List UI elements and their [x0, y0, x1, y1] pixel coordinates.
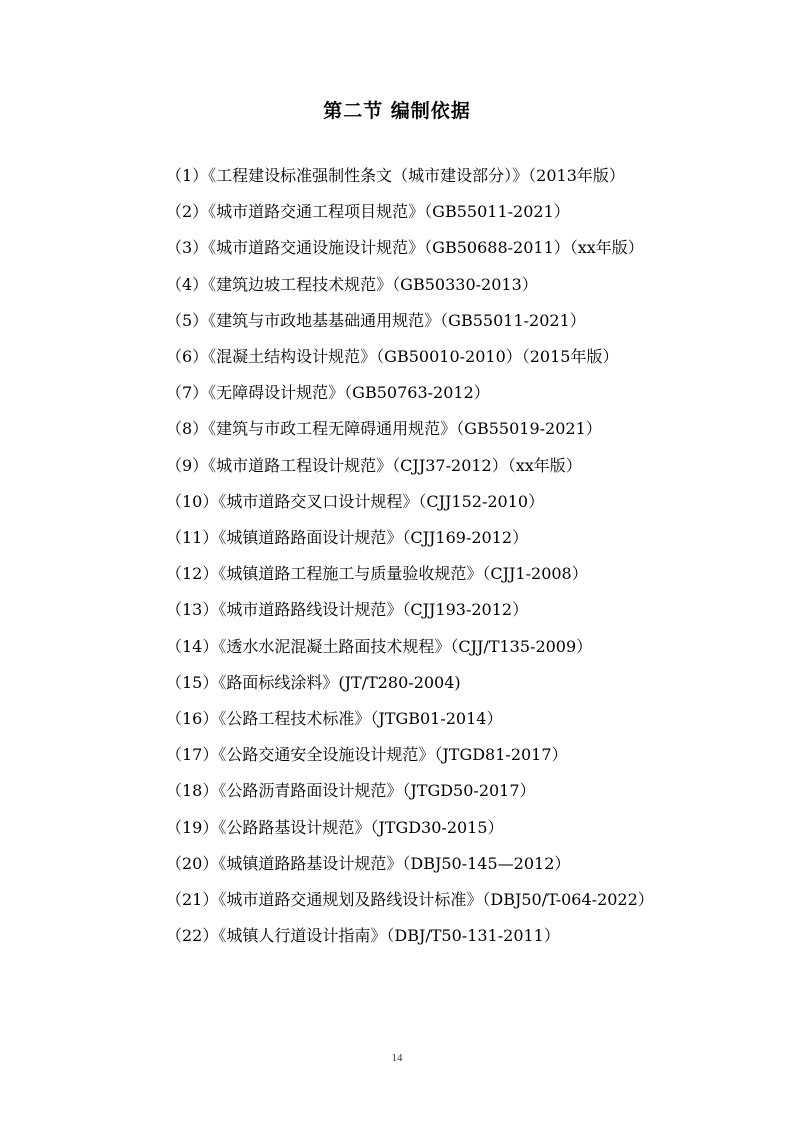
reference-item: （19）《公路路基设计规范》（JTGD30-2015）	[166, 817, 504, 837]
reference-item: （18）《公路沥青路面设计规范》（JTGD50-2017）	[166, 781, 536, 801]
reference-item: （17）《公路交通安全设施设计规范》（JTGD81-2017）	[166, 745, 568, 765]
reference-list	[120, 158, 676, 954]
reference-item: （22）《城镇人行道设计指南》（DBJ/T50-131-2011）	[166, 926, 560, 946]
reference-item: （11）《城镇道路路面设计规范》（CJJ169-2012）	[166, 528, 529, 548]
reference-item: （1）《工程建设标准强制性条文（城市建设部分）》（2013年版）	[166, 166, 625, 185]
reference-item: （9）《城市道路工程设计规范》（CJJ37-2012）（xx年版）	[166, 455, 582, 475]
reference-item: （14）《透水水泥混凝土路面技术规程》（CJJ/T135-2009）	[166, 636, 593, 656]
reference-item: （20）《城镇道路路基设计规范》（DBJ50-145—2012）	[166, 853, 571, 873]
reference-item: （12）《城镇道路工程施工与质量验收规范》（CJJ1-2008）	[166, 564, 588, 584]
reference-item: （6）《混凝土结构设计规范》（GB50010-2010）（2015年版）	[166, 347, 619, 367]
reference-item: （13）《城市道路路线设计规范》（CJJ193-2012）	[166, 600, 529, 620]
reference-item: （10）《城市道路交叉口设计规程》（CJJ152-2010）	[166, 491, 545, 511]
reference-item: （7）《无障碍设计规范》（GB50763-2012）	[166, 383, 490, 403]
section-title: 第二节 编制依据	[323, 100, 471, 122]
reference-item: （16）《公路工程技术标准》（JTGB01-2014）	[166, 709, 503, 729]
reference-item: （4）《建筑边坡工程技术规范》（GB50330-2013）	[166, 274, 538, 294]
reference-item: （8）《建筑与市政工程无障碍通用规范》（GB55019-2021）	[166, 419, 602, 439]
reference-item: （15）《路面标线涂料》(JT/T280-2004)	[166, 672, 461, 692]
reference-item: （3）《城市道路交通设施设计规范》（GB50688-2011）（xx年版）	[166, 238, 644, 258]
reference-item: （2）《城市道路交通工程项目规范》（GB55011-2021）	[166, 202, 570, 222]
reference-item: （21）《城市道路交通规划及路线设计标准》（DBJ50/T-064-2022）	[166, 890, 654, 910]
page-number: 14	[391, 1052, 403, 1064]
reference-item: （5）《建筑与市政地基基础通用规范》（GB55011-2021）	[166, 310, 586, 330]
